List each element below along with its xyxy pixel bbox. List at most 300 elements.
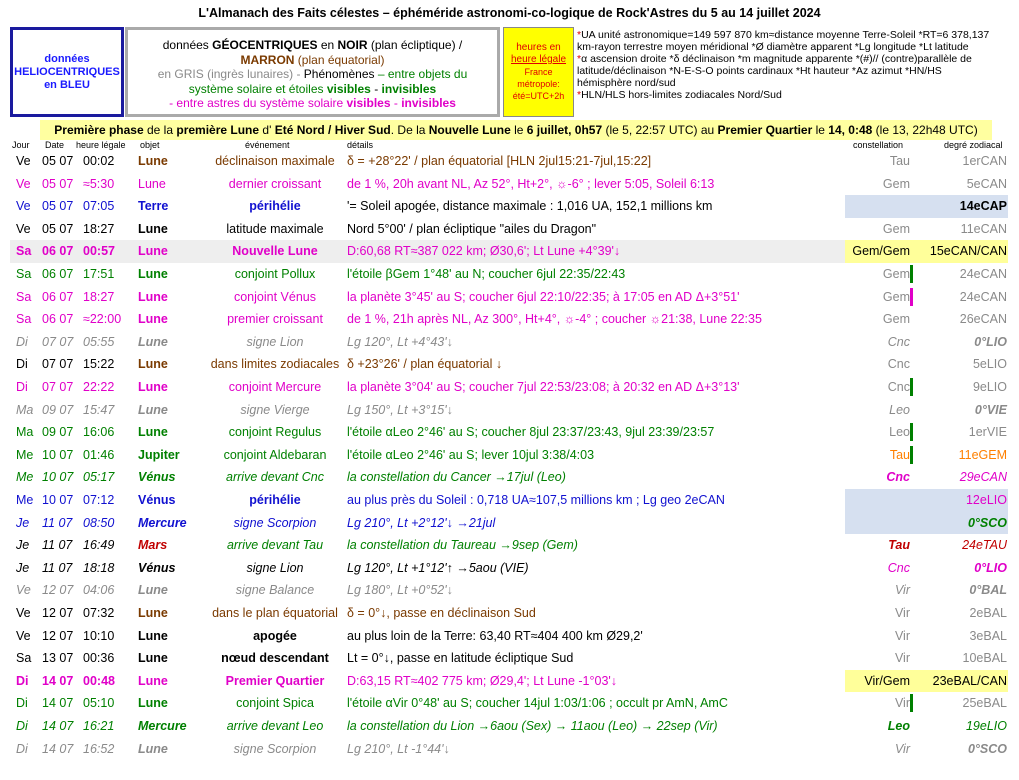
cell-day: Ve	[16, 154, 31, 168]
cell-con: Gem	[882, 221, 910, 236]
cell-obj: Lune	[138, 425, 168, 440]
cell-con: Gem	[882, 267, 910, 281]
geo-text: (plan équatorial)	[294, 52, 385, 67]
cell-day: Ve	[16, 199, 31, 214]
table-row	[10, 308, 1008, 331]
legend-text: α ascension droite *	[581, 53, 674, 65]
cell-det: Lg 120°, Lt +1°12'↑ →5aou (VIE)	[347, 560, 529, 575]
table-row	[10, 240, 1008, 263]
cell-date: 14 07	[42, 741, 74, 756]
cell-evt: signe Scorpion	[233, 515, 317, 530]
timezone-line: heure légale	[510, 54, 567, 65]
cell-day: Sa	[16, 289, 32, 304]
visibility-bar	[910, 378, 913, 396]
helio-line: en BLEU	[44, 78, 90, 91]
helio-line: données	[44, 52, 90, 65]
table-row	[10, 489, 1008, 512]
phase-text: Eté Nord / Hiver Sud	[274, 123, 391, 137]
cell-con: Vir	[894, 651, 910, 666]
legend-text: δ déclinaison *	[673, 53, 742, 65]
cell-date: 11 07	[42, 538, 73, 553]
phase-text: 6 juillet, 0h57	[526, 123, 603, 137]
cell-date: 10 07	[42, 470, 74, 485]
cell-day: Sa	[16, 244, 32, 259]
cell-con: Vir	[894, 583, 910, 598]
cell-evt: nœud descendant	[221, 651, 329, 666]
legend-text: km-rayon terrestre moyen méridional *	[577, 41, 756, 53]
cell-date: 06 07	[42, 312, 74, 327]
cell-deg: 25eBAL	[962, 696, 1007, 711]
cell-deg: 2eBAL	[969, 606, 1007, 620]
lunar-phase-banner	[40, 120, 992, 140]
phase-text: de la	[143, 123, 177, 137]
cell-date: 05 07	[42, 221, 74, 236]
cell-con: Gem	[882, 312, 910, 327]
cell-time: 10:10	[83, 628, 115, 643]
cell-evt: premier croissant	[227, 312, 323, 327]
cell-obj: Lune	[138, 651, 168, 666]
cell-evt: signe Vierge	[240, 402, 310, 417]
cell-det: δ = +28°22' / plan équatorial [HLN 2jul15:21-7jul,15:22]	[347, 154, 652, 168]
visibility-bar	[910, 446, 913, 464]
cell-con: Cnc	[887, 357, 910, 372]
table-row	[10, 512, 1008, 535]
cell-deg: 0°SCO	[967, 515, 1007, 530]
cell-day: Ve	[16, 628, 31, 643]
cell-time: 00:48	[83, 673, 115, 688]
visibility-bar	[910, 265, 913, 283]
phase-text: 14, 0:48	[828, 123, 873, 137]
cell-evt: arrive devant Tau	[226, 538, 324, 553]
geo-text: NOIR	[337, 38, 368, 52]
cell-date: 05 07	[42, 176, 74, 191]
geo-text: en	[317, 38, 338, 52]
cell-time: 15:47	[83, 402, 115, 417]
cell-con: Leo	[889, 402, 910, 417]
header-heure: heure légale	[76, 140, 126, 150]
cell-con: Cnc	[887, 560, 910, 575]
cell-obj: Lune	[138, 402, 168, 417]
cell-obj: Lune	[138, 267, 168, 281]
header-date: Date	[45, 140, 65, 150]
cell-date: 12 07	[42, 606, 74, 620]
cell-con: Tau	[889, 447, 910, 462]
cell-day: Me	[16, 470, 34, 485]
table-row	[10, 399, 1008, 422]
cell-day: Di	[16, 673, 29, 688]
header-details: détails	[347, 140, 374, 150]
cell-date: 14 07	[42, 673, 74, 688]
geo-legend-box	[125, 27, 500, 117]
legend-text: N-E-S-O points cardinaux *	[673, 65, 800, 77]
cell-date: 09 07	[42, 402, 74, 417]
cell-time: 08:50	[83, 515, 115, 530]
table-row	[10, 376, 1008, 399]
cell-day: Ma	[16, 402, 34, 417]
cell-date: 12 07	[42, 583, 74, 598]
geo-text: invisibles	[401, 96, 456, 110]
cell-obj: Lune	[138, 583, 168, 598]
cell-det: l'étoile αLeo 2°46' au S; coucher 8jul 23:37/23:43, 9jul 23:39/23:57	[347, 425, 715, 440]
cell-evt: conjoint Pollux	[234, 267, 316, 281]
geo-text: -	[370, 81, 382, 96]
legend-text: UA unité astronomique=149 597 870 km≈distance moyenne Terre-Soleil *	[581, 29, 923, 41]
legend-text: HLN/HLS hors-limites zodiacales Nord/Sud	[581, 89, 782, 101]
geo-text: MARRON	[240, 52, 295, 67]
cell-det: D:63,15 RT≈402 775 km; Ø29,4'; Lt Lune -1°03'↓	[347, 673, 618, 688]
cell-evt: déclinaison maximale	[215, 154, 335, 168]
cell-evt: conjoint Mercure	[228, 380, 322, 394]
geo-text: Phénomènes	[303, 67, 375, 81]
cell-obj: Mercure	[138, 719, 187, 733]
table-row	[10, 557, 1008, 580]
cell-evt: arrive devant Cnc	[226, 470, 324, 485]
cell-con: Tau	[888, 538, 910, 553]
cell-det: Nord 5°00' / plan écliptique "ailes du Dragon"	[347, 221, 597, 236]
visibility-bar	[910, 423, 913, 441]
cell-time: 07:12	[83, 493, 115, 507]
cell-con: Leo	[889, 425, 910, 440]
cell-time: 17:51	[83, 267, 115, 281]
legend-text: HN/HS	[909, 65, 942, 77]
cell-time: 00:57	[83, 244, 115, 259]
legend-text: hémisphère nord/sud	[577, 77, 676, 89]
cell-time: 18:27	[83, 221, 115, 236]
cell-date: 14 07	[42, 696, 74, 711]
cell-evt: conjoint Spica	[236, 696, 314, 711]
cell-obj: Jupiter	[138, 447, 180, 462]
cell-time: 15:22	[83, 357, 115, 372]
table-row	[10, 263, 1008, 286]
cell-deg: 5eLIO	[972, 357, 1007, 372]
cell-day: Ma	[16, 425, 34, 440]
cell-day: Je	[16, 538, 30, 553]
abbrev-legend	[574, 27, 1014, 117]
legend-text: Ø diamètre apparent *	[755, 41, 859, 53]
cell-obj: Lune	[138, 380, 168, 394]
cell-det: l'étoile βGem 1°48' au N; coucher 6jul 22:35/22:43	[347, 267, 626, 281]
cell-obj: Vénus	[138, 493, 176, 507]
cell-evt: dernier croissant	[228, 176, 322, 191]
cell-con: Cnc	[887, 334, 910, 349]
cell-date: 07 07	[42, 380, 74, 394]
cell-deg: 26eCAN	[959, 312, 1007, 327]
cell-day: Di	[16, 741, 28, 756]
cell-deg: 5eCAN	[966, 176, 1007, 191]
cell-evt: conjoint Aldebaran	[223, 447, 327, 462]
cell-time: 07:32	[83, 606, 115, 620]
cell-obj: Lune	[138, 244, 168, 259]
cell-deg: 0°BAL	[969, 583, 1007, 598]
cell-day: Di	[16, 380, 28, 394]
table-row	[10, 353, 1008, 376]
geo-text: visibles	[326, 81, 371, 96]
cell-evt: arrive devant Leo	[226, 719, 324, 733]
geo-text: - entre astres du système solaire	[169, 96, 347, 110]
cell-obj: Lune	[138, 312, 168, 327]
cell-evt: Nouvelle Lune	[232, 244, 318, 259]
cell-obj: Lune	[138, 673, 168, 688]
legend-text: RT=6 378,137	[922, 29, 990, 41]
timezone-line: heures en	[516, 42, 561, 53]
cell-con: Vir	[894, 606, 910, 620]
phase-text: Premier Quartier	[717, 123, 813, 137]
cell-deg: 24eCAN	[959, 289, 1007, 304]
cell-date: 05 07	[42, 154, 74, 168]
cell-con: Vir	[894, 628, 910, 643]
phase-text: première Lune	[176, 123, 260, 137]
cell-evt: signe Balance	[235, 583, 315, 598]
cell-evt: latitude maximale	[226, 221, 324, 236]
cell-date: 12 07	[42, 628, 74, 643]
cell-day: Sa	[16, 651, 32, 666]
cell-det: Lg 210°, Lt -1°44'↓	[347, 741, 450, 756]
cell-time: 16:21	[83, 719, 115, 733]
cell-evt: signe Scorpion	[233, 741, 317, 756]
geo-text: système solaire et étoiles	[188, 81, 327, 96]
cell-deg: 23eBAL/CAN	[932, 673, 1007, 688]
cell-date: 10 07	[42, 493, 74, 507]
table-row	[10, 579, 1008, 602]
cell-con: Cnc	[887, 380, 910, 394]
visibility-bar	[910, 288, 913, 306]
cell-det: Lg 180°, Lt +0°52'↓	[347, 583, 453, 598]
cell-con: Tau	[889, 154, 910, 168]
cell-con: Gem/Gem	[852, 244, 910, 259]
cell-det: de 1 %, 20h avant NL, Az 52°, Ht+2°, ☼-6° ; lever 5:05, Soleil 6:13	[347, 176, 715, 191]
cell-obj: Mars	[138, 538, 168, 553]
cell-obj: Lune	[138, 628, 168, 643]
cell-deg: 12eLIO	[965, 493, 1007, 507]
cell-deg: 0°LIO	[974, 334, 1007, 349]
table-row	[10, 195, 1008, 218]
legend-text: *	[577, 53, 582, 65]
cell-det: D:60,68 RT≈387 022 km; Ø30,6'; Lt Lune +4°39'↓	[347, 244, 621, 259]
cell-obj: Vénus	[138, 470, 176, 485]
cell-deg: 24eTAU	[962, 538, 1007, 553]
table-row	[10, 444, 1008, 467]
cell-day: Je	[16, 515, 30, 530]
cell-evt: périhélie	[249, 199, 301, 214]
cell-time: 16:06	[83, 425, 115, 440]
geo-text: données	[162, 38, 213, 52]
cell-time: 05:10	[83, 696, 115, 711]
cell-con: Vir	[894, 696, 910, 711]
page-title: L'Almanach des Faits célestes – éphéméride astronomi-co-logique de Rock'Astres du 5 au 14 juillet 2024	[198, 6, 821, 20]
cell-deg: 15eCAN/CAN	[929, 244, 1007, 259]
table-row	[10, 331, 1008, 354]
cell-deg: 11eCAN	[960, 221, 1007, 236]
table-row	[10, 466, 1008, 489]
cell-date: 11 07	[42, 560, 73, 575]
phase-text: le	[812, 123, 829, 137]
cell-con: Leo	[887, 719, 910, 733]
legend-text: (#)// (contre)parallèle de	[859, 53, 972, 65]
cell-obj: Terre	[138, 199, 169, 214]
cell-date: 06 07	[42, 289, 74, 304]
cell-day: Ve	[16, 176, 31, 191]
cell-evt: périhélie	[249, 493, 301, 507]
cell-con: Gem	[882, 176, 910, 191]
cell-time: 05:55	[83, 334, 115, 349]
table-row	[10, 173, 1008, 196]
cell-con: Cnc	[886, 470, 910, 485]
cell-date: 11 07	[42, 515, 73, 530]
cell-det: la constellation du Cancer →17jul (Leo)	[347, 470, 566, 485]
cell-det: la constellation du Taureau →9sep (Gem)	[347, 538, 578, 553]
cell-day: Di	[16, 696, 28, 711]
phase-text: (le 13, 22h48 UTC)	[872, 123, 978, 137]
cell-time: ≈22:00	[83, 312, 122, 327]
legend-text: Lt latitude	[923, 41, 969, 53]
cell-date: 09 07	[42, 425, 74, 440]
cell-day: Ve	[16, 606, 31, 620]
cell-day: Me	[16, 447, 34, 462]
cell-deg: 1erVIE	[968, 425, 1007, 440]
phase-text: Nouvelle Lune	[428, 123, 511, 137]
cell-det: la constellation du Lion →6aou (Sex) → 11aou (Leo) → 22sep (Vir)	[347, 719, 718, 733]
cell-det: Lt = 0°↓, passe en latitude écliptique Sud	[347, 651, 574, 666]
header-jour: Jour	[12, 140, 30, 150]
cell-obj: Vénus	[138, 560, 176, 575]
phase-text: Première phase	[54, 123, 144, 137]
helio-legend-box	[10, 27, 124, 117]
phase-text: d'	[259, 123, 275, 137]
geo-text: -	[390, 96, 402, 110]
geo-text: – entre objets du	[374, 67, 468, 81]
legend-text: *	[577, 89, 582, 101]
legend-text: *	[577, 29, 582, 41]
header-degre: degré zodiacal	[944, 140, 1003, 150]
cell-time: ≈5:30	[83, 176, 115, 191]
cell-time: 16:52	[83, 741, 115, 756]
header-evenement: événement	[245, 140, 290, 150]
cell-det: l'étoile αVir 0°48' au S; coucher 14jul 1:03/1:06 ; occult pr AmN, AmC	[347, 696, 728, 711]
cell-day: Ve	[16, 221, 31, 236]
cell-det: la planète 3°04' au S; coucher 7jul 22:53/23:08; à 20:32 en AD Δ+3°13'	[347, 380, 740, 394]
geo-text: GRIS	[174, 67, 204, 81]
table-row	[10, 421, 1008, 444]
cell-det: de 1 %, 21h après NL, Az 300°, Ht+4°, ☼-4° ; coucher ☼21:38, Lune 22:35	[347, 312, 762, 327]
phase-text: . De la	[390, 123, 429, 137]
visibility-bar	[910, 694, 913, 712]
cell-time: 18:27	[83, 289, 115, 304]
timezone-line: été=UTC+2h	[512, 91, 565, 101]
geo-text: visibles	[346, 96, 391, 110]
cell-det: '= Soleil apogée, distance maximale : 1,016 UA, 152,1 millions km	[347, 199, 713, 214]
timezone-line: métropole:	[517, 79, 560, 89]
table-row	[10, 670, 1008, 693]
helio-line: HELIOCENTRIQUES	[14, 65, 120, 78]
cell-obj: Lune	[138, 154, 168, 168]
cell-time: 07:05	[83, 199, 115, 214]
cell-det: δ = 0°↓, passe en déclinaison Sud	[347, 606, 536, 620]
cell-time: 18:18	[83, 560, 115, 575]
cell-day: Di	[16, 334, 28, 349]
cell-deg: 24eCAN	[959, 267, 1007, 281]
geo-text: en	[157, 67, 175, 81]
cell-evt: apogée	[253, 628, 297, 643]
geo-text: (ingrès lunaires) -	[203, 67, 304, 81]
cell-date: 06 07	[42, 244, 74, 259]
cell-evt: signe Lion	[246, 560, 304, 575]
cell-deg: 0°LIO	[974, 560, 1007, 575]
legend-text: m magnitude apparente *	[741, 53, 860, 65]
cell-evt: conjoint Vénus	[233, 289, 316, 304]
cell-con: Gem	[882, 289, 910, 304]
cell-time: 04:06	[83, 583, 115, 598]
cell-time: 16:49	[83, 538, 115, 553]
cell-obj: Lune	[138, 334, 168, 349]
cell-con: Vir/Gem	[864, 673, 910, 688]
table-row	[10, 286, 1008, 309]
cell-det: Lg 120°, Lt +4°43'↓	[347, 334, 453, 349]
cell-date: 14 07	[42, 719, 74, 733]
table-row	[10, 738, 1008, 761]
cell-det: la planète 3°45' au S; coucher 6jul 22:10/22:35; à 17:05 en AD Δ+3°51'	[347, 289, 740, 304]
cell-obj: Lune	[138, 357, 168, 372]
phase-text: (le 5, 22:57 UTC) au	[602, 123, 718, 137]
cell-day: Ve	[16, 583, 31, 598]
cell-deg: 10eBAL	[962, 651, 1007, 666]
cell-evt: signe Lion	[246, 334, 304, 349]
table-row	[10, 647, 1008, 670]
cell-time: 01:46	[83, 447, 115, 462]
cell-deg: 29eCAN	[959, 470, 1007, 485]
cell-obj: Lune	[138, 221, 168, 236]
cell-time: 22:22	[83, 380, 115, 394]
geo-text: (plan écliptique) /	[367, 38, 463, 52]
cell-deg: 0°VIE	[974, 402, 1007, 417]
cell-deg: 3eBAL	[969, 628, 1007, 643]
timezone-line: France	[524, 67, 553, 77]
cell-det: Lg 210°, Lt +2°12'↓ →21jul	[347, 515, 496, 530]
legend-text: Ht hauteur *	[799, 65, 857, 77]
cell-det: l'étoile αLeo 2°46' au S; lever 10jul 3:38/4:03	[347, 447, 595, 462]
table-row	[10, 692, 1008, 715]
cell-date: 06 07	[42, 267, 74, 281]
cell-det: au plus près du Soleil : 0,718 UA≈107,5 millions km ; Lg geo 2eCAN	[347, 493, 725, 507]
table-row	[10, 534, 1008, 557]
cell-day: Di	[16, 719, 28, 733]
cell-day: Me	[16, 493, 34, 507]
cell-time: 05:17	[83, 470, 115, 485]
cell-det: δ +23°26' / plan équatorial ↓	[347, 357, 503, 372]
phase-text: le	[510, 123, 527, 137]
cell-con: Vir	[894, 741, 910, 756]
header-objet: objet	[140, 140, 160, 150]
table-row	[10, 715, 1008, 738]
cell-date: 10 07	[42, 447, 74, 462]
timezone-box	[503, 27, 574, 117]
cell-day: Je	[16, 560, 30, 575]
cell-obj: Lune	[138, 289, 168, 304]
cell-obj: Lune	[138, 741, 168, 756]
cell-deg: 14eCAP	[959, 199, 1007, 214]
cell-time: 00:02	[83, 154, 115, 168]
cell-evt: Premier Quartier	[225, 673, 325, 688]
legend-text: Az azimut *	[856, 65, 910, 77]
table-row	[10, 150, 1008, 173]
cell-date: 13 07	[42, 651, 74, 666]
cell-day: Sa	[16, 267, 32, 281]
table-row	[10, 625, 1008, 648]
cell-day: Sa	[16, 312, 32, 327]
cell-deg: 1erCAN	[962, 154, 1007, 168]
table-row	[10, 602, 1008, 625]
cell-deg: 9eLIO	[972, 380, 1007, 394]
cell-obj: Lune	[138, 696, 168, 711]
